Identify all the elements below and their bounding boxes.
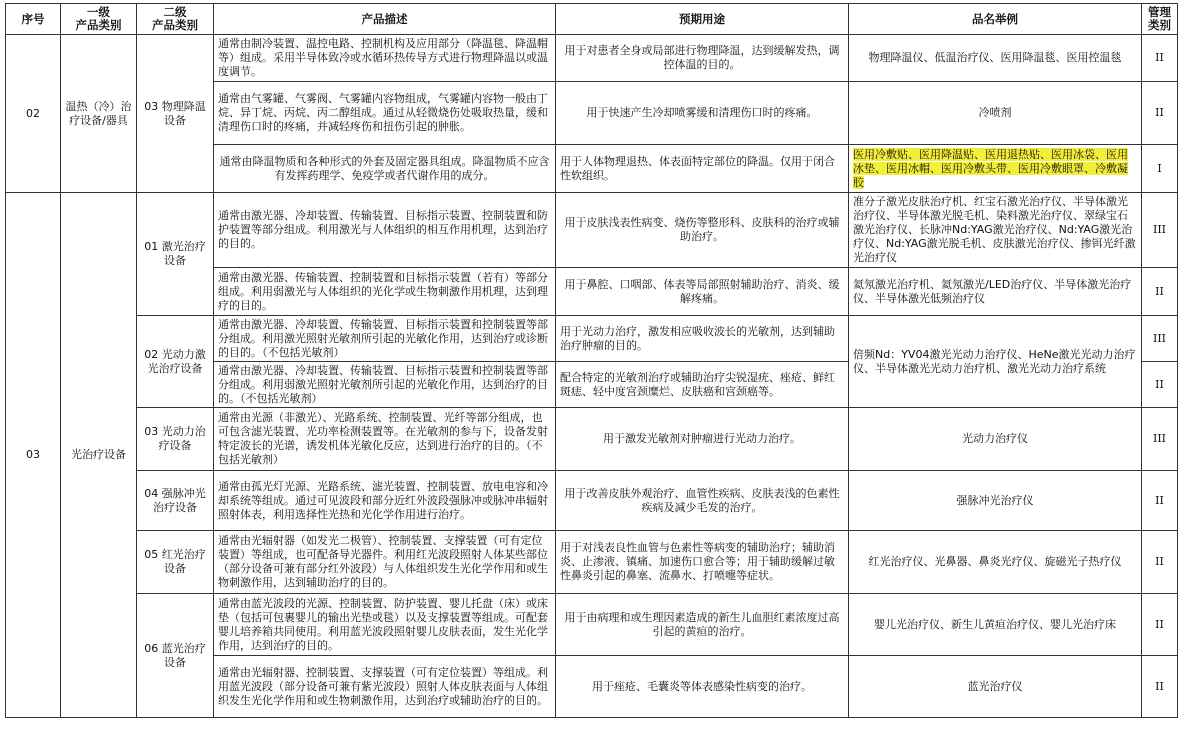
highlighted-examples: 医用冷敷贴、医用降温贴、医用退热贴、医用冰袋、医用冰垫、医用冰帽、医用冷敷头带、医用冷敷眼罩、冷敷凝胶 [853,147,1128,189]
header-row [6,4,1178,35]
intended-use: 用于对患者全身或局部进行物理降温，达到缓解发热，调控体温的目的。 [556,35,849,82]
management-class: II [1142,594,1178,656]
intended-use: 用于快速产生冷却喷雾缓和清理伤口时的疼痛。 [556,82,849,145]
product-description: 通常由蓝光波段的光源、控制装置、防护装置、婴儿托盘（床）或床垫（包括可包裹婴儿的输出光垫或毯）以及支撑装置等组成。可配套婴儿培养箱共同使用。利用蓝光波段照射婴儿皮肤表面，发生光化学作用，达到治疗的目的。 [214,594,556,656]
product-examples: 倍频Nd：YV04激光光动力治疗仪、HeNe激光光动力治疗仪、半导体激光光动力治疗机、激光光动力治疗系统 [849,316,1142,408]
intended-use: 用于鼻腔、口咽部、体表等局部照射辅助治疗、消炎、缓解疼痛。 [556,268,849,316]
header-cat1: 一级 产品类别 [61,4,137,35]
row-number: 02 [6,35,61,193]
table-row [6,316,1178,362]
product-description: 通常由光辐射器、控制装置、支撑装置（可有定位装置）等组成。利用蓝光波段（部分设备可兼有紫光波段）照射人体皮肤表面与人体组织发生光化学作用和或生物刺激作用，达到治疗或辅助治疗的目的。 [214,656,556,718]
category-2: 05 红光治疗设备 [137,531,214,594]
product-description: 通常由激光器、传输装置、控制装置和目标指示装置（若有）等部分组成。利用弱激光与人体组织的光化学或生物刺激作用机理，达到理疗的目的。 [214,268,556,316]
product-examples [849,145,1142,193]
header-cat2: 二级 产品类别 [137,4,214,35]
table-row [6,531,1178,594]
table-row [6,408,1178,471]
product-description: 通常由降温物质和各种形式的外套及固定器具组成。降温物质不应含有发挥药理学、免疫学或者代谢作用的成分。 [214,145,556,193]
intended-use: 用于人体物理退热、体表面特定部位的降温。仅用于闭合性软组织。 [556,145,849,193]
category-2: 01 激光治疗设备 [137,193,214,316]
product-examples: 强脉冲光治疗仪 [849,471,1142,531]
product-classification-table [5,3,1178,718]
header-use: 预期用途 [556,4,849,35]
management-class: III [1142,408,1178,471]
product-examples: 冷喷剂 [849,82,1142,145]
management-class: III [1142,193,1178,268]
category-2: 03 物理降温设备 [137,35,214,193]
intended-use: 用于光动力治疗，激发相应吸收波长的光敏剂，达到辅助治疗肿瘤的目的。 [556,316,849,362]
management-class: I [1142,145,1178,193]
product-description: 通常由光源（非激光）、光路系统、控制装置、光纤等部分组成，也可包含滤光装置、光功率检测装置等。在光敏剂的参与下，设备发射特定波长的光谱，诱发机体光敏化反应，达到进行治疗的目的。（不包括光敏剂） [214,408,556,471]
header-no: 序号 [6,4,61,35]
product-examples: 光动力治疗仪 [849,408,1142,471]
management-class: II [1142,471,1178,531]
product-description: 通常由激光器、冷却装置、传输装置、目标指示装置和控制装置等部分组成。利用激光照射光敏剂所引起的光敏化作用，达到治疗或诊断的目的。（不包括光敏剂） [214,316,556,362]
management-class: III [1142,316,1178,362]
product-examples: 氦氖激光治疗机、氦氖激光/LED治疗仪、半导体激光治疗仪、半导体激光低频治疗仪 [849,268,1142,316]
category-2: 02 光动力激光治疗设备 [137,316,214,408]
category-2: 04 强脉冲光治疗设备 [137,471,214,531]
product-examples: 物理降温仪、低温治疗仪、医用降温毯、医用控温毯 [849,35,1142,82]
category-1: 温热（冷）治疗设备/器具 [61,35,137,193]
intended-use: 用于皮肤浅表性病变、烧伤等整形科、皮肤科的治疗或辅助治疗。 [556,193,849,268]
management-class: II [1142,362,1178,408]
product-description: 通常由制冷装置、温控电路、控制机构及应用部分（降温毯、降温帽等）组成。采用半导体致冷或水循环热传导方式进行物理降温以或温度调节。 [214,35,556,82]
intended-use: 用于对浅表良性血管与色素性等病变的辅助治疗；辅助消炎、止渗液、镇痛、加速伤口愈合等；用于辅助缓解过敏性鼻炎引起的鼻塞、流鼻水、打喷嚏等症状。 [556,531,849,594]
product-description: 通常由光辐射器（如发光二极管）、控制装置、支撑装置（可有定位装置）等组成，也可配备导光器件。利用红光波段照射人体某些部位（部分设备可兼有部分红外波段）与人体组织发生光化学作用和或生物刺激作用，达到辅助治疗的目的。 [214,531,556,594]
product-examples: 蓝光治疗仪 [849,656,1142,718]
management-class: II [1142,35,1178,82]
management-class: II [1142,82,1178,145]
row-number: 03 [6,193,61,718]
product-examples: 婴儿光治疗仪、新生儿黄疸治疗仪、婴儿光治疗床 [849,594,1142,656]
table-row [6,471,1178,531]
category-2: 03 光动力治疗设备 [137,408,214,471]
intended-use: 用于由病理和或生理因素造成的新生儿血胆红素浓度过高引起的黄疸的治疗。 [556,594,849,656]
product-description: 通常由激光器、冷却装置、传输装置、目标指示装置、控制装置和防护装置等部分组成。利用激光与人体组织的相互作用机理，达到治疗的目的。 [214,193,556,268]
table-row [6,594,1178,656]
intended-use: 用于激发光敏剂对肿瘤进行光动力治疗。 [556,408,849,471]
management-class: II [1142,268,1178,316]
table-row [6,193,1178,268]
product-examples: 准分子激光皮肤治疗机、红宝石激光治疗仪、半导体激光治疗仪、半导体激光脱毛机、染料激光治疗仪、翠绿宝石激光治疗仪、长脉冲Nd:YAG激光治疗仪、Nd:YAG激光治疗仪、Nd:YAG激光脱毛机、皮肤激光治疗仪、掺铒光纤激光治疗仪 [849,193,1142,268]
intended-use: 配合特定的光敏剂治疗或辅助治疗尖锐湿疣、痤疮、鲜红斑痣、轻中度宫颈糜烂、皮肤癌和宫颈癌等。 [556,362,849,408]
intended-use: 用于改善皮肤外观治疗、血管性疾病、皮肤表浅的色素性疾病及减少毛发的治疗。 [556,471,849,531]
category-2: 06 蓝光治疗设备 [137,594,214,718]
header-class: 管理 类别 [1142,4,1178,35]
header-examples: 品名举例 [849,4,1142,35]
product-description: 通常由气雾罐、气雾阀、气雾罐内容物组成，气雾罐内容物一般由丁烷、异丁烷、丙烷、丙二醇组成。通过从轻微烧伤处吸取热量，缓和清理伤口时的疼痛，并减轻疼伤和扭伤引起的肿胀。 [214,82,556,145]
product-description: 通常由激光器、冷却装置、传输装置、目标指示装置和控制装置等部分组成。利用弱激光照射光敏剂所引起的光敏化作用，达到治疗的目的。（不包括光敏剂） [214,362,556,408]
product-description: 通常由孤光灯光源、光路系统、滤光装置、控制装置、放电电容和冷却系统等组成。通过可见波段和部分近红外波段强脉冲或脉冲串辐射照射体表，利用选择性光热和光化学作用进行治疗。 [214,471,556,531]
table-row [6,35,1178,82]
category-1: 光治疗设备 [61,193,137,718]
product-examples: 红光治疗仪、光鼻器、鼻炎光疗仪、旋磁光子热疗仪 [849,531,1142,594]
intended-use: 用于痤疮、毛囊炎等体表感染性病变的治疗。 [556,656,849,718]
header-desc: 产品描述 [214,4,556,35]
management-class: II [1142,656,1178,718]
management-class: II [1142,531,1178,594]
